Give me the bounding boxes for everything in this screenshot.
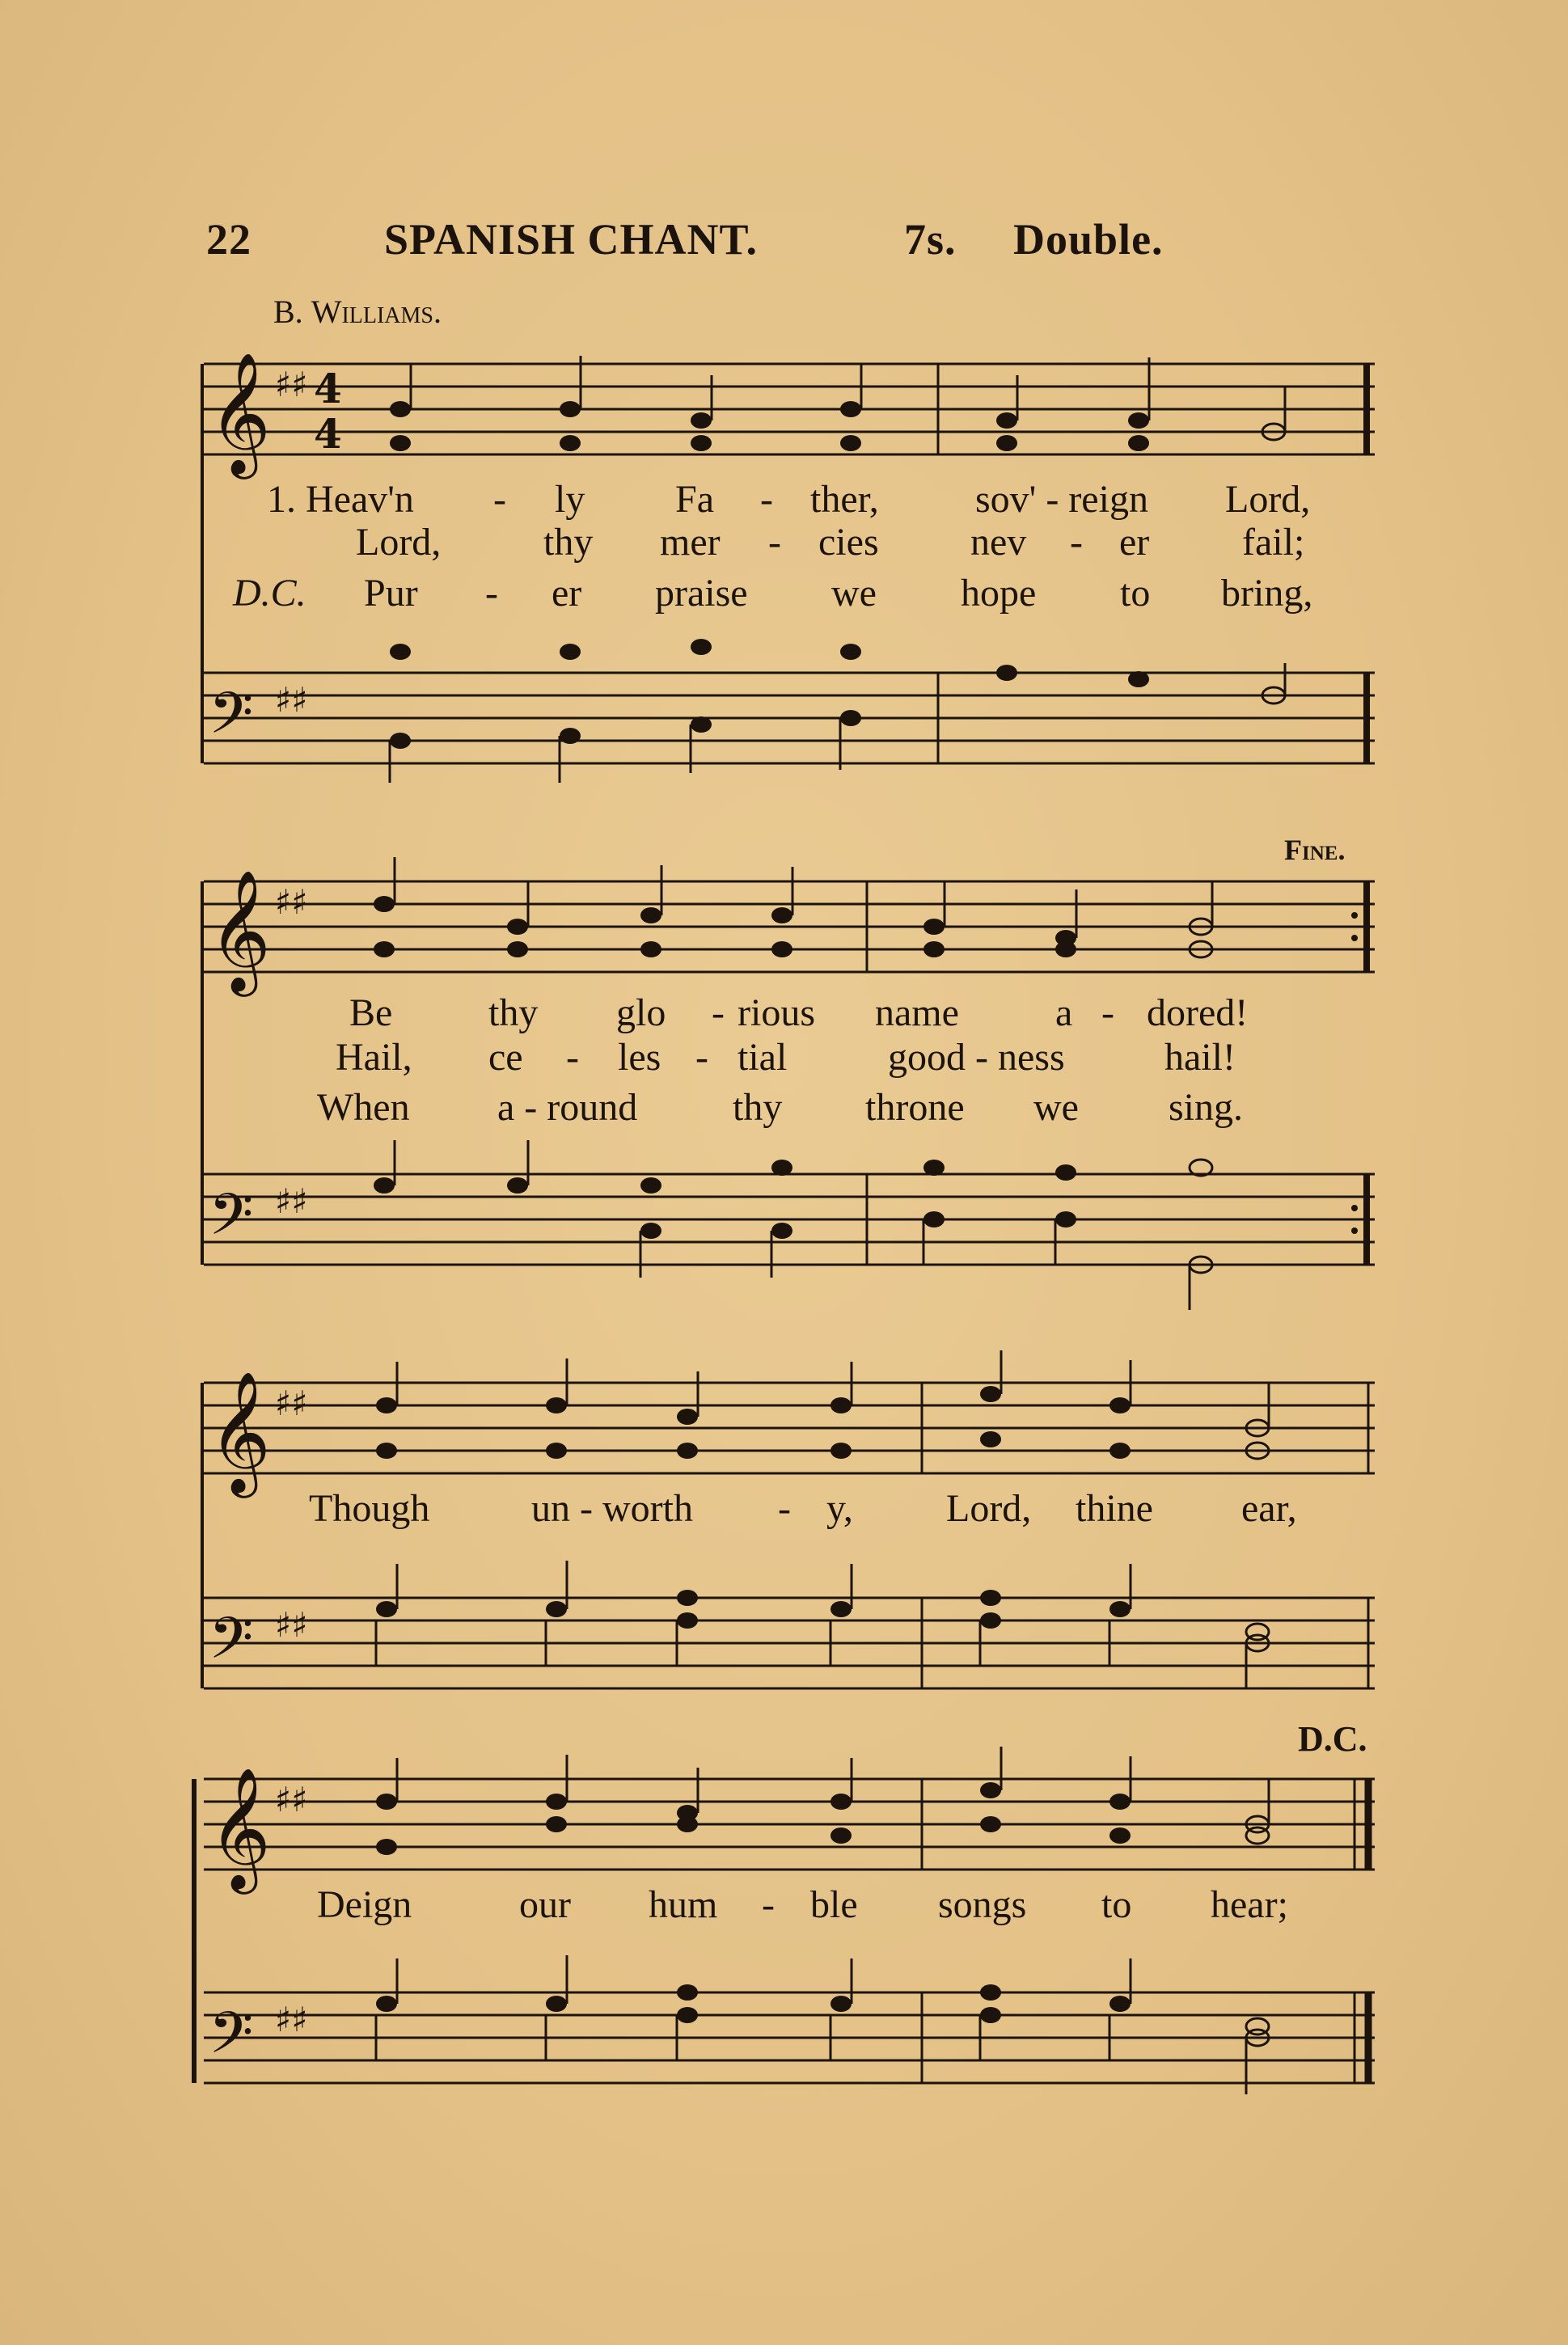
page-header bbox=[206, 214, 1419, 271]
lyric-syllable: un - worth bbox=[531, 1487, 693, 1530]
lyric-hyphen: - bbox=[695, 1036, 708, 1079]
lyric-syllable: good - ness bbox=[888, 1036, 1065, 1079]
lyric-syllable: Lord, bbox=[356, 521, 442, 564]
svg-text:♯♯: ♯♯ bbox=[275, 680, 308, 720]
lyric-syllable: Though bbox=[309, 1487, 430, 1530]
lyric-syllable: our bbox=[519, 1883, 571, 1926]
svg-text:𝄢: 𝄢 bbox=[209, 2000, 254, 2081]
lyric-syllable: Hail, bbox=[336, 1036, 412, 1079]
hymn-form: Double. bbox=[1013, 215, 1164, 264]
svg-text:𝄢: 𝄢 bbox=[209, 680, 254, 761]
lyric-syllable: a bbox=[1055, 991, 1073, 1034]
svg-text:♯♯: ♯♯ bbox=[275, 1181, 308, 1221]
lyric-syllable: praise bbox=[655, 572, 748, 615]
svg-text:𝄢: 𝄢 bbox=[209, 1605, 254, 1686]
composer-initial: B. bbox=[273, 294, 303, 330]
lyric-hyphen: - bbox=[762, 1883, 775, 1926]
lyric-line-s3-v1 bbox=[0, 1486, 1568, 1535]
lyric-hyphen: - bbox=[493, 478, 506, 521]
lyric-syllable: thy bbox=[488, 991, 539, 1034]
svg-text:𝄞: 𝄞 bbox=[209, 1766, 271, 1889]
lyric-syllable: sov' - reign bbox=[975, 478, 1148, 521]
lyric-syllable: 1. Heav'n bbox=[267, 478, 414, 521]
lyric-hyphen: - bbox=[1070, 521, 1083, 564]
lyric-syllable: nev bbox=[970, 521, 1027, 564]
svg-text:♯♯: ♯♯ bbox=[275, 2000, 308, 2039]
lyric-syllable: er bbox=[552, 572, 582, 615]
lyric-hyphen: - bbox=[768, 521, 781, 564]
lyric-syllable: tial bbox=[738, 1036, 788, 1079]
lyric-syllable: er bbox=[1119, 521, 1150, 564]
lyric-syllable: cies bbox=[818, 521, 879, 564]
lyric-syllable: fail; bbox=[1242, 521, 1305, 564]
lyric-syllable: thy bbox=[733, 1086, 783, 1129]
lyric-syllable: hear; bbox=[1211, 1883, 1288, 1926]
lyric-syllable: hum bbox=[649, 1883, 718, 1926]
lyric-line-s1-v1 bbox=[0, 477, 1568, 526]
lyric-syllable: thy bbox=[543, 521, 594, 564]
lyric-syllable: les bbox=[618, 1036, 661, 1079]
lyric-syllable: Pur bbox=[364, 572, 418, 615]
lyric-syllable: Lord, bbox=[946, 1487, 1032, 1530]
lyric-hyphen: - bbox=[712, 991, 725, 1034]
lyric-syllable: name bbox=[875, 991, 959, 1034]
lyric-line-s4-v1 bbox=[0, 1882, 1568, 1931]
svg-text:♯♯: ♯♯ bbox=[275, 1384, 308, 1423]
lyric-line-s2-v2 bbox=[0, 1035, 1568, 1084]
svg-text:𝄢: 𝄢 bbox=[209, 1181, 254, 1262]
lyric-syllable: ther, bbox=[810, 478, 879, 521]
composer-credit bbox=[273, 293, 442, 331]
hymn-title: SPANISH CHANT. bbox=[384, 215, 759, 264]
lyric-syllable: bring, bbox=[1221, 572, 1313, 615]
svg-text:4: 4 bbox=[314, 365, 342, 412]
lyric-hyphen: - bbox=[1101, 991, 1114, 1034]
svg-text:♯♯: ♯♯ bbox=[275, 365, 308, 404]
composer-surname: Williams. bbox=[311, 294, 442, 330]
lyric-syllable: Lord, bbox=[1225, 478, 1311, 521]
lyric-syllable: y, bbox=[826, 1487, 853, 1530]
lyric-syllable: Fa bbox=[675, 478, 714, 521]
lyric-syllable: dored! bbox=[1147, 991, 1249, 1034]
lyric-line-s2-v3 bbox=[0, 1085, 1568, 1134]
svg-text:♯♯: ♯♯ bbox=[275, 1780, 308, 1819]
lyric-dc-label: D.C. bbox=[233, 572, 306, 615]
lyric-syllable: ear, bbox=[1241, 1487, 1297, 1530]
hymn-meter: 7s. bbox=[904, 215, 957, 264]
lyric-syllable: hope bbox=[961, 572, 1037, 615]
svg-text:𝄞: 𝄞 bbox=[209, 351, 271, 474]
fine-marker: Fine. bbox=[1284, 834, 1346, 866]
lyric-syllable: sing. bbox=[1169, 1086, 1244, 1129]
lyric-syllable: When bbox=[317, 1086, 410, 1129]
lyric-syllable: a - round bbox=[497, 1086, 638, 1129]
lyric-syllable: ly bbox=[555, 478, 585, 521]
page-number: 22 bbox=[206, 215, 251, 264]
lyric-syllable: we bbox=[1033, 1086, 1079, 1129]
lyric-hyphen: - bbox=[778, 1487, 791, 1530]
lyric-hyphen: - bbox=[760, 478, 773, 521]
lyric-syllable: rious bbox=[738, 991, 815, 1034]
lyric-syllable: we bbox=[831, 572, 877, 615]
lyric-hyphen: - bbox=[566, 1036, 579, 1079]
lyric-line-s1-v3 bbox=[0, 571, 1568, 619]
lyric-syllable: hail! bbox=[1164, 1036, 1236, 1079]
lyric-syllable: ble bbox=[810, 1883, 858, 1926]
svg-text:♯♯: ♯♯ bbox=[275, 1605, 308, 1645]
lyric-syllable: mer bbox=[660, 521, 721, 564]
svg-text:♯♯: ♯♯ bbox=[275, 882, 308, 922]
lyric-line-s1-v2 bbox=[0, 520, 1568, 568]
dc-marker: D.C. bbox=[1298, 1719, 1367, 1759]
lyric-syllable: Deign bbox=[317, 1883, 412, 1926]
lyric-syllable: ce bbox=[488, 1036, 523, 1079]
lyric-line-s2-v1 bbox=[0, 991, 1568, 1039]
svg-text:𝄞: 𝄞 bbox=[209, 1370, 271, 1493]
lyric-syllable: to bbox=[1120, 572, 1151, 615]
lyric-syllable: to bbox=[1101, 1883, 1132, 1926]
lyric-syllable: Be bbox=[349, 991, 393, 1034]
svg-text:𝄞: 𝄞 bbox=[209, 868, 271, 991]
svg-text:4: 4 bbox=[314, 410, 342, 458]
lyric-syllable: glo bbox=[616, 991, 666, 1034]
lyric-hyphen: - bbox=[485, 572, 498, 615]
lyric-syllable: songs bbox=[938, 1883, 1027, 1926]
lyric-syllable: throne bbox=[865, 1086, 965, 1129]
lyric-syllable: thine bbox=[1076, 1487, 1153, 1530]
